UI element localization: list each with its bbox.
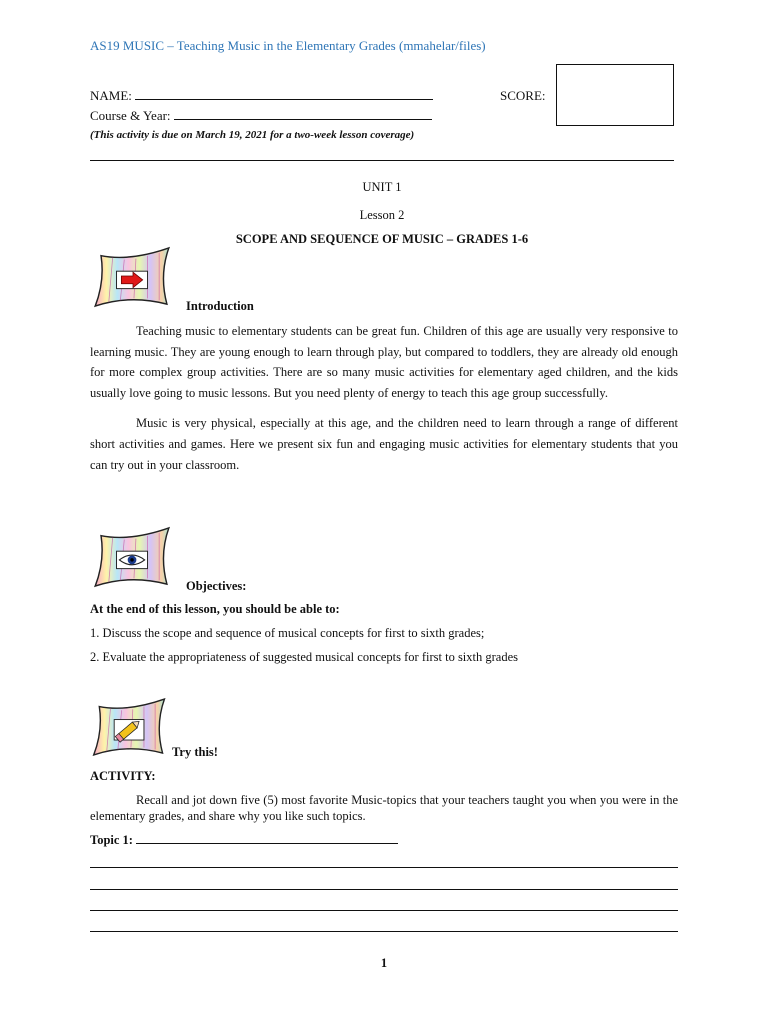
course-header: AS19 MUSIC – Teaching Music in the Elementary Grades (mmahelar/files) xyxy=(90,38,486,53)
activity-instruction xyxy=(90,792,678,824)
answer-line[interactable] xyxy=(90,867,678,868)
topic-1-line[interactable] xyxy=(136,832,398,844)
page-number: 1 xyxy=(380,956,388,970)
name-line[interactable] xyxy=(135,88,433,100)
objective-item-2: 2. Evaluate the appropriateness of suggested musical concepts for first to sixth grades xyxy=(90,650,519,664)
activity-instruction-text: Recall and jot down five (5) most favorite Music-topics that your teachers taught you when you were in the elementary grades, and share why you like such topics. xyxy=(90,793,678,823)
score-box[interactable] xyxy=(556,64,674,126)
objective-item-1: 1. Discuss the scope and sequence of musical concepts for first to sixth grades; xyxy=(90,626,485,640)
answer-line[interactable] xyxy=(90,889,678,890)
unit-title: UNIT 1 xyxy=(362,180,402,194)
introduction-body xyxy=(90,321,678,475)
arrow-banner-icon xyxy=(90,246,176,308)
divider xyxy=(90,160,674,161)
objectives-heading: Objectives: xyxy=(186,579,247,593)
course-year-label: Course & Year: xyxy=(90,108,171,123)
name-label: NAME: xyxy=(90,88,132,103)
due-note: (This activity is due on March 19, 2021 for a two-week lesson coverage) xyxy=(90,129,415,141)
introduction-paragraph-1: Teaching music to elementary students can be great fun. Children of this age are usually very responsive to learning music. They are young enough to learn through play, but compared to toddlers, they are already old enough for more complex group activities. There are so many music activities for elementary aged children, and the kids usually love going to music lessons. But you need plenty of energy to teach this age group successfully. xyxy=(90,324,678,400)
pencil-banner-icon xyxy=(90,696,170,758)
main-title: SCOPE AND SEQUENCE OF MUSIC – GRADES 1-6 xyxy=(235,232,529,246)
eye-banner-icon xyxy=(90,526,176,588)
lesson-title: Lesson 2 xyxy=(359,208,405,222)
answer-line[interactable] xyxy=(90,910,678,911)
course-year-line[interactable] xyxy=(174,108,432,120)
introduction-paragraph-2: Music is very physical, especially at this age, and the children need to learn through a range of different short activities and games. Here we present six fun and engaging music activities for elementary students that you can try out in your classroom. xyxy=(90,416,678,472)
objectives-lead: At the end of this lesson, you should be able to: xyxy=(90,602,340,616)
topic-1-label: Topic 1: xyxy=(90,833,133,847)
name-field xyxy=(90,88,433,104)
introduction-heading: Introduction xyxy=(186,299,254,313)
try-this-heading: Try this! xyxy=(172,745,218,759)
topic-1-field xyxy=(90,832,398,848)
answer-line[interactable] xyxy=(90,931,678,932)
activity-label: ACTIVITY: xyxy=(90,769,156,783)
score-label: SCORE: xyxy=(500,88,546,103)
course-year-field xyxy=(90,108,432,124)
